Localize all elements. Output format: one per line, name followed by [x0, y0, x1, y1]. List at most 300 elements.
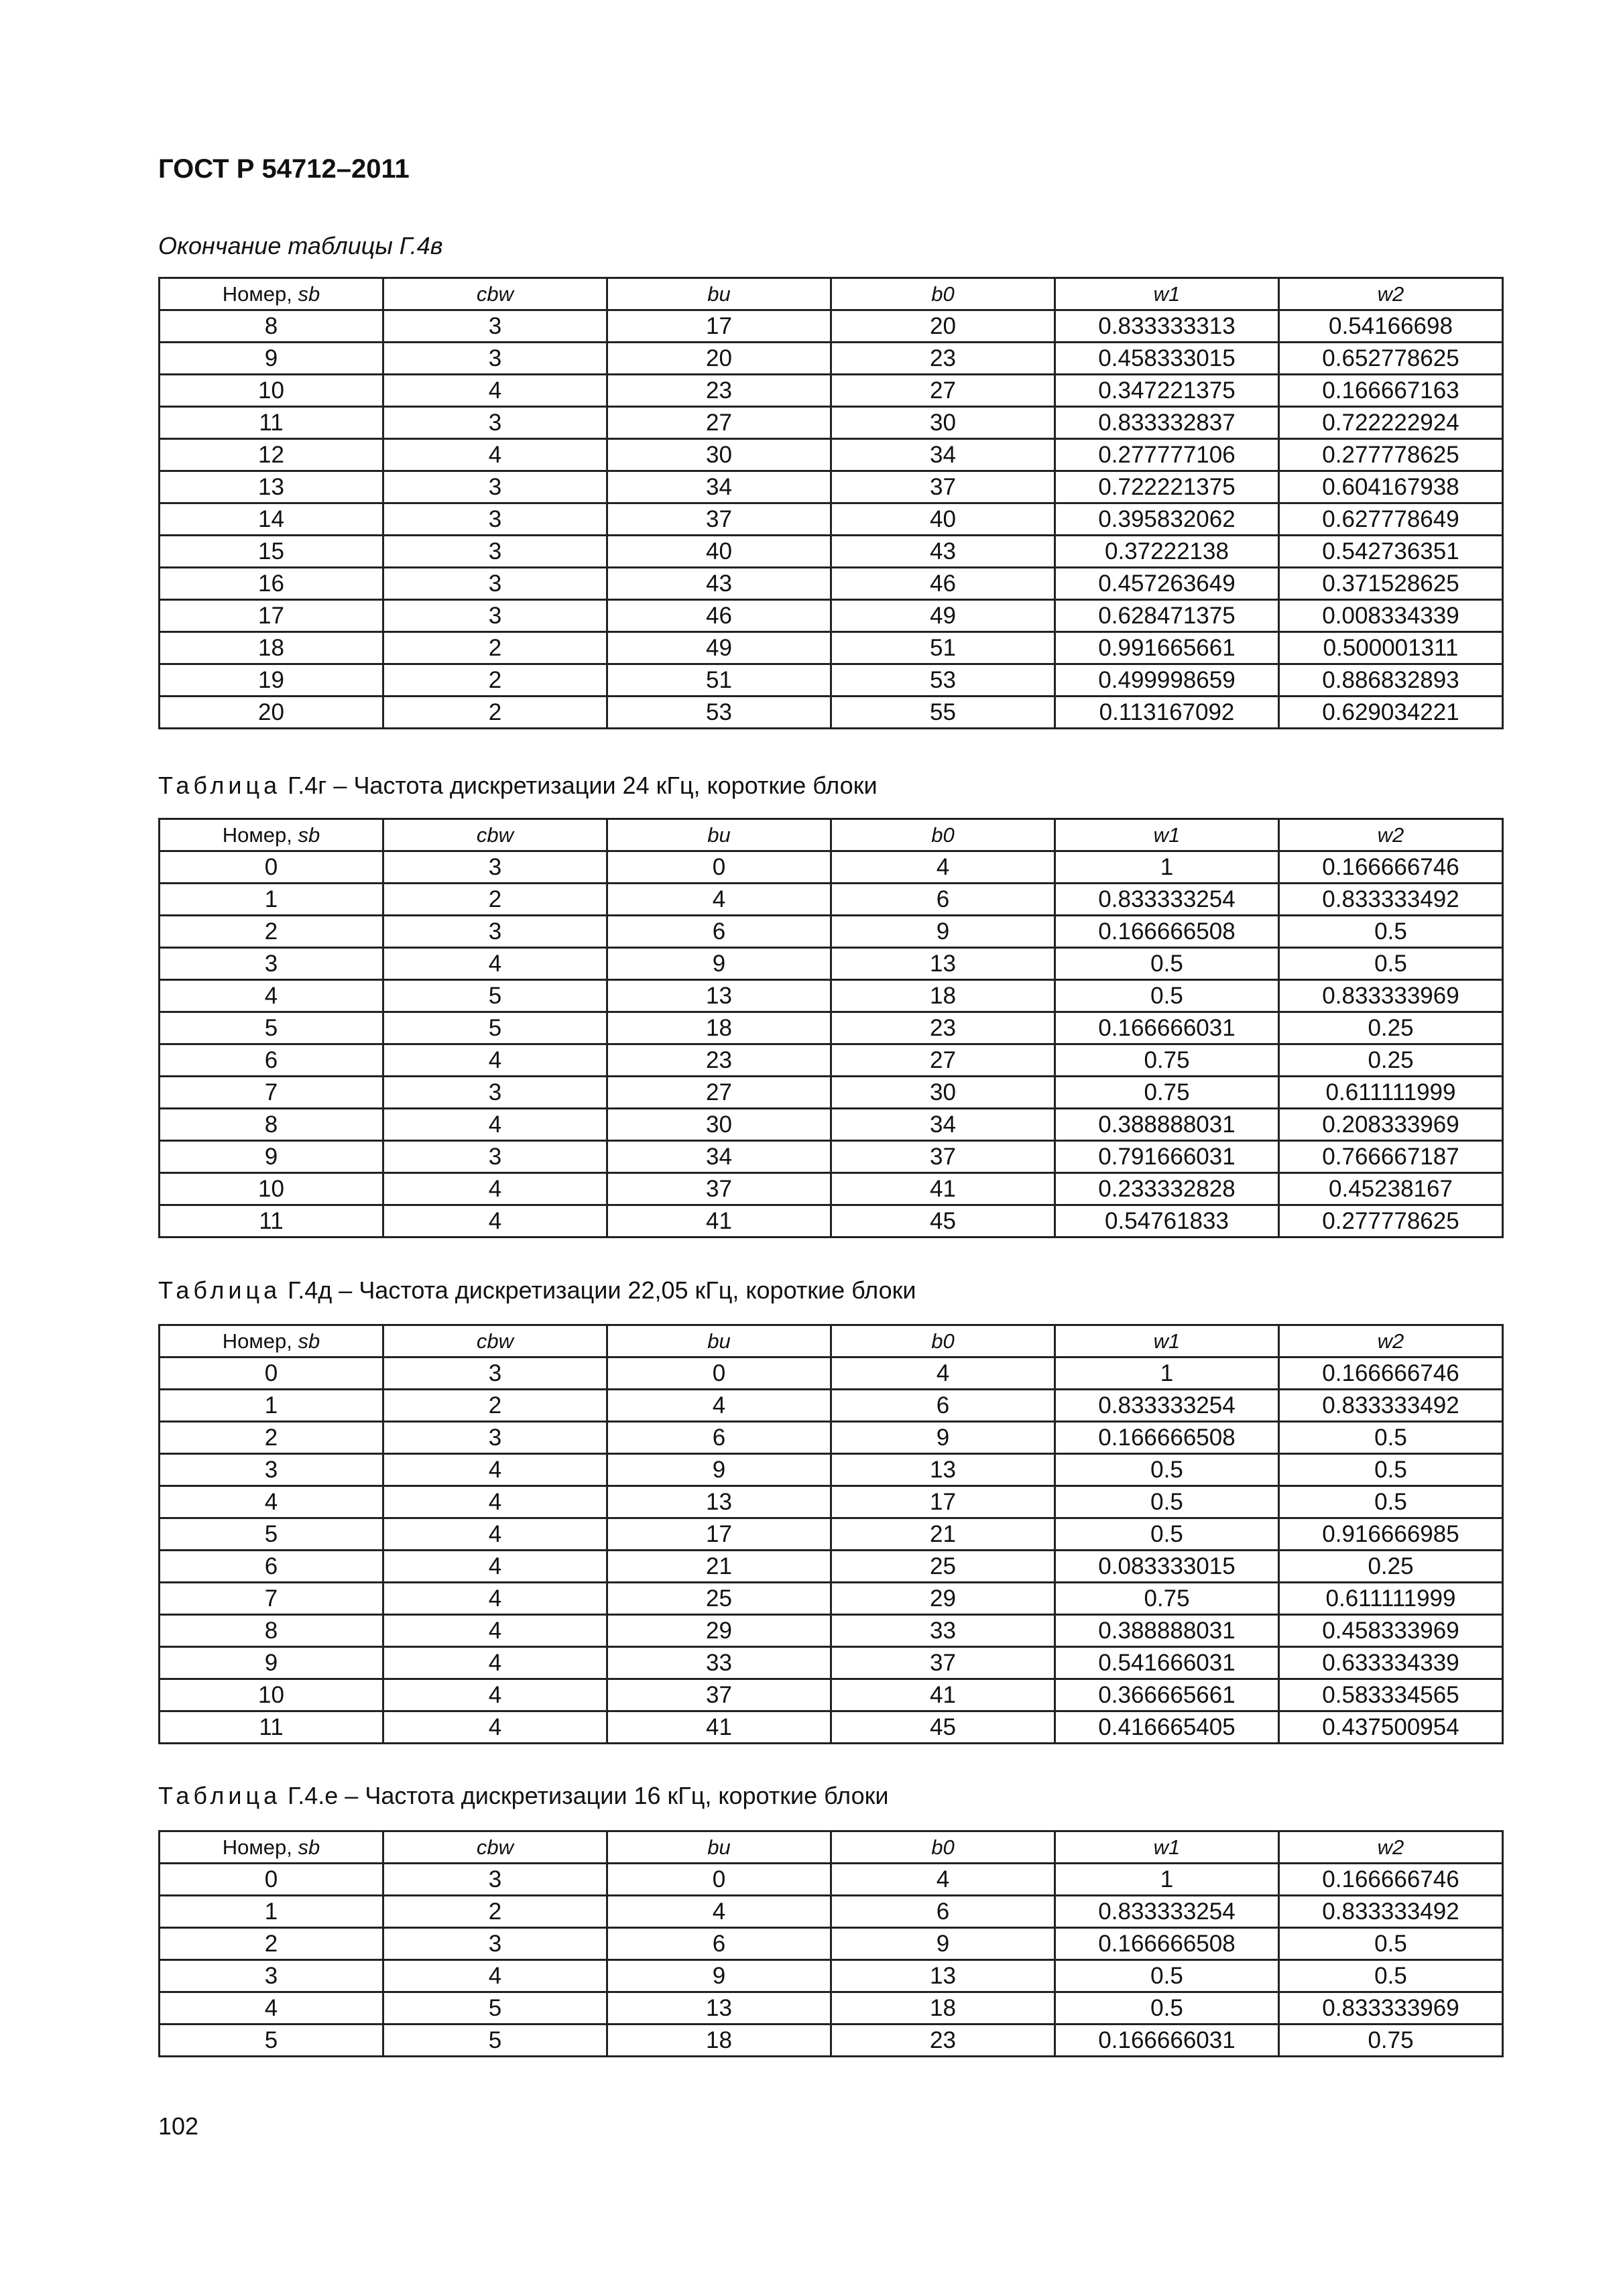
table-cell: 13: [607, 1992, 831, 2025]
table-cell: 0.604167938: [1279, 471, 1503, 503]
table-cell: 0.75: [1055, 1077, 1279, 1109]
column-header-symbol: cbw: [476, 823, 514, 847]
table-cell: 30: [831, 407, 1055, 439]
table-cell: 0.5: [1279, 916, 1503, 948]
table-cell: 17: [831, 1486, 1055, 1518]
table-cell: 0.916666985: [1279, 1518, 1503, 1551]
table-row: [160, 1960, 1503, 1992]
table-cell: 16: [160, 568, 383, 600]
table-cell: 3: [383, 916, 607, 948]
table-cell: 10: [160, 1173, 383, 1205]
column-header: [1055, 819, 1279, 851]
table-cell: 9: [607, 1960, 831, 1992]
column-header: [160, 819, 383, 851]
table-cell: 8: [160, 310, 383, 343]
table-cell: 8: [160, 1615, 383, 1647]
table-cell: 6: [160, 1044, 383, 1077]
column-header-symbol: w1: [1153, 1835, 1181, 1859]
column-header-text: Номер,: [222, 823, 298, 847]
table-cell: 3: [383, 851, 607, 884]
table-cell: 0.458333969: [1279, 1615, 1503, 1647]
table-cell: 41: [607, 1205, 831, 1237]
table-cell: 13: [831, 948, 1055, 980]
caption-text: Г.4д – Частота дискретизации 22,05 кГц, короткие блоки: [281, 1276, 916, 1304]
table-cell: 3: [383, 1864, 607, 1896]
table-cell: 18: [607, 1012, 831, 1044]
caption-text: Г.4г – Частота дискретизации 24 кГц, короткие блоки: [281, 772, 878, 799]
column-header-symbol: w2: [1377, 1835, 1404, 1859]
table-row: [160, 600, 1503, 632]
table-cell: 46: [831, 568, 1055, 600]
table-cell: 0.991665661: [1055, 632, 1279, 664]
table-cell: 10: [160, 1679, 383, 1711]
table-cell: 29: [831, 1583, 1055, 1615]
table-cell: 6: [831, 884, 1055, 916]
table-cell: 0.611111999: [1279, 1583, 1503, 1615]
table-cell: 4: [383, 375, 607, 407]
table-cell: 0.37222138: [1055, 536, 1279, 568]
table-cell: 40: [607, 536, 831, 568]
table-cell: 0.166666508: [1055, 916, 1279, 948]
table-cell: 0.833333492: [1279, 1896, 1503, 1928]
table-cell: 0.5: [1279, 1422, 1503, 1454]
table-cell: 4: [383, 1711, 607, 1744]
table-cell: 18: [160, 632, 383, 664]
table-cell: 4: [607, 1390, 831, 1422]
table-cell: 5: [383, 1992, 607, 2025]
table-cell: 34: [831, 1109, 1055, 1141]
table-cell: 9: [831, 1422, 1055, 1454]
table-row: [160, 1647, 1503, 1679]
table-cell: 0.833333492: [1279, 1390, 1503, 1422]
table-cell: 45: [831, 1205, 1055, 1237]
table-cell: 3: [383, 1422, 607, 1454]
table-cell: 0.722221375: [1055, 471, 1279, 503]
table-g4v-continuation: [158, 277, 1504, 729]
table-cell: 0.437500954: [1279, 1711, 1503, 1744]
table-cell: 0.166666508: [1055, 1422, 1279, 1454]
table-row: [160, 568, 1503, 600]
table-cell: 1: [1055, 1864, 1279, 1896]
table-cell: 11: [160, 407, 383, 439]
table-cell: 9: [607, 948, 831, 980]
table-cell: 4: [383, 1960, 607, 1992]
table-cell: 2: [383, 664, 607, 697]
table-cell: 6: [607, 916, 831, 948]
table-cell: 0.25: [1279, 1012, 1503, 1044]
table-cell: 2: [383, 632, 607, 664]
table-cell: 3: [383, 1077, 607, 1109]
table-cell: 0.277778625: [1279, 439, 1503, 471]
table-cell: 4: [831, 1864, 1055, 1896]
table-row: [160, 536, 1503, 568]
table-cell: 41: [831, 1173, 1055, 1205]
table-row: [160, 375, 1503, 407]
table-cell: 5: [383, 1012, 607, 1044]
column-header: [1279, 1325, 1503, 1357]
table-cell: 0.5: [1279, 1486, 1503, 1518]
column-header-text: Номер,: [222, 1329, 298, 1353]
table-cell: 23: [831, 343, 1055, 375]
table-cell: 29: [607, 1615, 831, 1647]
table-cell: 55: [831, 697, 1055, 729]
column-header: [160, 1325, 383, 1357]
table-cell: 0.25: [1279, 1551, 1503, 1583]
table-cell: 0.75: [1055, 1583, 1279, 1615]
table-cell: 33: [607, 1647, 831, 1679]
table-cell: 6: [831, 1896, 1055, 1928]
table-g4e: [158, 1830, 1504, 2057]
column-header: [607, 278, 831, 310]
table-cell: 0.611111999: [1279, 1077, 1503, 1109]
table-cell: 37: [831, 1647, 1055, 1679]
column-header: [160, 278, 383, 310]
table-row: [160, 407, 1503, 439]
table-cell: 23: [831, 1012, 1055, 1044]
table-cell: 4: [607, 884, 831, 916]
table-cell: 3: [160, 948, 383, 980]
column-header: [1279, 1831, 1503, 1864]
table-cell: 2: [383, 1390, 607, 1422]
table-cell: 4: [383, 1679, 607, 1711]
table-cell: 20: [831, 310, 1055, 343]
column-header-symbol: bu: [707, 1329, 731, 1353]
table-cell: 51: [831, 632, 1055, 664]
table-cell: 12: [160, 439, 383, 471]
caption-lead: Таблица: [158, 1276, 282, 1304]
table-cell: 6: [831, 1390, 1055, 1422]
table-row: [160, 916, 1503, 948]
table-cell: 4: [160, 1486, 383, 1518]
table-cell: 9: [607, 1454, 831, 1486]
table-cell: 5: [383, 2025, 607, 2057]
table-cell: 0.166667163: [1279, 375, 1503, 407]
table-row: [160, 1896, 1503, 1928]
table-row: [160, 2025, 1503, 2057]
column-header-symbol: w1: [1153, 823, 1181, 847]
table-row: [160, 1583, 1503, 1615]
table-cell: 6: [160, 1551, 383, 1583]
column-header: [831, 1325, 1055, 1357]
table-cell: 0: [607, 851, 831, 884]
table-cell: 0: [607, 1357, 831, 1390]
table-row: [160, 1928, 1503, 1960]
table-row: [160, 948, 1503, 980]
table-cell: 13: [831, 1960, 1055, 1992]
table-row: [160, 1390, 1503, 1422]
table-g4d-caption: [158, 1276, 916, 1305]
table-cell: 4: [383, 1109, 607, 1141]
table-cell: 7: [160, 1077, 383, 1109]
table-g4g-caption: [158, 771, 878, 800]
table-cell: 0.166666508: [1055, 1928, 1279, 1960]
table-cell: 27: [607, 1077, 831, 1109]
table-cell: 6: [607, 1422, 831, 1454]
table-cell: 0.833333969: [1279, 1992, 1503, 2025]
column-header: [607, 1831, 831, 1864]
table-cell: 0.766667187: [1279, 1141, 1503, 1173]
table-cell: 0.54166698: [1279, 310, 1503, 343]
column-header: [607, 1325, 831, 1357]
column-header: [831, 278, 1055, 310]
table-cell: 43: [607, 568, 831, 600]
column-header: [1279, 819, 1503, 851]
table-cell: 0.5: [1279, 1454, 1503, 1486]
table-cell: 27: [831, 1044, 1055, 1077]
table-cell: 2: [160, 1928, 383, 1960]
table-cell: 9: [160, 343, 383, 375]
table-cell: 0.542736351: [1279, 536, 1503, 568]
table-row: [160, 1012, 1503, 1044]
table-row: [160, 1711, 1503, 1744]
table-cell: 18: [607, 2025, 831, 2057]
table-cell: 3: [383, 536, 607, 568]
table-cell: 4: [383, 1583, 607, 1615]
table-cell: 53: [831, 664, 1055, 697]
table-row: [160, 632, 1503, 664]
table-cell: 5: [160, 1518, 383, 1551]
column-header-symbol: cbw: [476, 1835, 514, 1859]
table-row: [160, 1357, 1503, 1390]
table-cell: 0: [160, 1357, 383, 1390]
table-cell: 43: [831, 536, 1055, 568]
table-cell: 3: [383, 343, 607, 375]
table-cell: 4: [160, 980, 383, 1012]
column-header: [383, 1831, 607, 1864]
column-header: [160, 1831, 383, 1864]
table-cell: 5: [160, 1012, 383, 1044]
table-cell: 0.5: [1055, 1518, 1279, 1551]
table-row: [160, 851, 1503, 884]
table-cell: 0: [160, 1864, 383, 1896]
table-cell: 0.75: [1055, 1044, 1279, 1077]
table-cell: 0.500001311: [1279, 632, 1503, 664]
table-cell: 3: [383, 1141, 607, 1173]
table-cell: 23: [831, 2025, 1055, 2057]
table-cell: 0.833332837: [1055, 407, 1279, 439]
table-cell: 37: [831, 1141, 1055, 1173]
table-cell: 0.633334339: [1279, 1647, 1503, 1679]
table-cell: 1: [1055, 1357, 1279, 1390]
column-header-symbol: cbw: [476, 1329, 514, 1353]
table-cell: 13: [607, 980, 831, 1012]
table-cell: 10: [160, 375, 383, 407]
column-header: [831, 819, 1055, 851]
table-cell: 0.833333254: [1055, 884, 1279, 916]
table-cell: 4: [383, 948, 607, 980]
table-row: [160, 1615, 1503, 1647]
table-row: [160, 1422, 1503, 1454]
table-row: [160, 471, 1503, 503]
column-header-symbol: b0: [931, 282, 955, 306]
table-cell: 2: [383, 697, 607, 729]
table-cell: 2: [383, 1896, 607, 1928]
table-cell: 4: [383, 439, 607, 471]
table-cell: 0.722222924: [1279, 407, 1503, 439]
column-header-symbol: w2: [1377, 823, 1404, 847]
table-cell: 0.583334565: [1279, 1679, 1503, 1711]
table-cell: 0.233332828: [1055, 1173, 1279, 1205]
table-cell: 0.5: [1055, 980, 1279, 1012]
table-cell: 4: [607, 1896, 831, 1928]
column-header: [607, 819, 831, 851]
table-row: [160, 1518, 1503, 1551]
table-row: [160, 1454, 1503, 1486]
table-row: [160, 503, 1503, 536]
caption-lead: Таблица: [158, 772, 282, 799]
table-cell: 18: [831, 980, 1055, 1012]
table-row: [160, 884, 1503, 916]
table-cell: 0.499998659: [1055, 664, 1279, 697]
table-cell: 0.388888031: [1055, 1109, 1279, 1141]
table-cell: 41: [831, 1679, 1055, 1711]
table-row: [160, 1109, 1503, 1141]
table-cell: 3: [383, 471, 607, 503]
column-header: [383, 278, 607, 310]
table-cell: 0.5: [1279, 1960, 1503, 1992]
table-cell: 0: [160, 851, 383, 884]
table-cell: 18: [831, 1992, 1055, 2025]
table-cell: 4: [383, 1647, 607, 1679]
table-cell: 41: [607, 1711, 831, 1744]
table-cell: 19: [160, 664, 383, 697]
column-header-symbol: b0: [931, 1329, 955, 1353]
table-cell: 8: [160, 1109, 383, 1141]
column-header-symbol: w2: [1377, 282, 1404, 306]
table-cell: 17: [607, 1518, 831, 1551]
table-cell: 4: [383, 1044, 607, 1077]
table-cell: 17: [160, 600, 383, 632]
table-cell: 3: [383, 568, 607, 600]
table-cell: 3: [160, 1454, 383, 1486]
table-cell: 27: [831, 375, 1055, 407]
table-row: [160, 343, 1503, 375]
table-cell: 1: [160, 1390, 383, 1422]
page-number: 102: [158, 2112, 199, 2140]
table-row: [160, 664, 1503, 697]
table-row: [160, 1077, 1503, 1109]
table-cell: 4: [383, 1551, 607, 1583]
table-row: [160, 1486, 1503, 1518]
column-header: [1055, 1325, 1279, 1357]
column-header-symbol: cbw: [476, 282, 514, 306]
table-cell: 2: [160, 916, 383, 948]
table-cell: 0.791666031: [1055, 1141, 1279, 1173]
table-cell: 9: [160, 1141, 383, 1173]
table-cell: 0.5: [1055, 948, 1279, 980]
table-cell: 49: [607, 632, 831, 664]
table-header-row: [160, 1325, 1503, 1357]
table-cell: 5: [160, 2025, 383, 2057]
table-cell: 0.5: [1279, 1928, 1503, 1960]
table-cell: 30: [607, 439, 831, 471]
table-cell: 6: [607, 1928, 831, 1960]
table-cell: 20: [160, 697, 383, 729]
document-id: ГОСТ Р 54712–2011: [158, 154, 410, 184]
table-cell: 25: [607, 1583, 831, 1615]
table-cell: 13: [160, 471, 383, 503]
table-cell: 0.75: [1279, 2025, 1503, 2057]
table-cell: 0.458333015: [1055, 343, 1279, 375]
table-cell: 0.629034221: [1279, 697, 1503, 729]
table-cell: 0.008334339: [1279, 600, 1503, 632]
table-cell: 0.886832893: [1279, 664, 1503, 697]
table-cell: 51: [607, 664, 831, 697]
table-cell: 7: [160, 1583, 383, 1615]
table-cell: 0.5: [1279, 948, 1503, 980]
table-cell: 0.652778625: [1279, 343, 1503, 375]
table-cell: 1: [1055, 851, 1279, 884]
table-cell: 0.5: [1055, 1486, 1279, 1518]
table-cell: 0.5: [1055, 1454, 1279, 1486]
column-header-symbol: sb: [298, 282, 320, 306]
table-cell: 0.45238167: [1279, 1173, 1503, 1205]
table-cell: 3: [383, 1357, 607, 1390]
table-cell: 0.277778625: [1279, 1205, 1503, 1237]
column-header-symbol: sb: [298, 1835, 320, 1859]
table-cell: 34: [831, 439, 1055, 471]
table-cell: 49: [831, 600, 1055, 632]
column-header-symbol: bu: [707, 1835, 731, 1859]
table-cell: 0.371528625: [1279, 568, 1503, 600]
table-cell: 11: [160, 1711, 383, 1744]
table-cell: 0.277777106: [1055, 439, 1279, 471]
table-cell: 4: [383, 1205, 607, 1237]
table-cell: 21: [831, 1518, 1055, 1551]
table-cell: 1: [160, 1896, 383, 1928]
table-cell: 0.541666031: [1055, 1647, 1279, 1679]
table-row: [160, 439, 1503, 471]
column-header: [1055, 1831, 1279, 1864]
table-cell: 2: [160, 1422, 383, 1454]
table-cell: 37: [607, 503, 831, 536]
table-cell: 53: [607, 697, 831, 729]
column-header: [383, 819, 607, 851]
table-cell: 0.627778649: [1279, 503, 1503, 536]
table-cell: 0.833333254: [1055, 1390, 1279, 1422]
table-cell: 13: [831, 1454, 1055, 1486]
table-cell: 0.166666031: [1055, 1012, 1279, 1044]
table-cell: 15: [160, 536, 383, 568]
table-cell: 45: [831, 1711, 1055, 1744]
table-cell: 33: [831, 1615, 1055, 1647]
table-header-row: [160, 819, 1503, 851]
table-cell: 20: [607, 343, 831, 375]
column-header-symbol: b0: [931, 823, 955, 847]
column-header-symbol: sb: [298, 1329, 320, 1353]
table-cell: 5: [383, 980, 607, 1012]
table-row: [160, 1141, 1503, 1173]
table-cell: 23: [607, 375, 831, 407]
table-cell: 0.208333969: [1279, 1109, 1503, 1141]
table-row: [160, 1205, 1503, 1237]
table-cell: 9: [831, 1928, 1055, 1960]
table-cell: 0.833333492: [1279, 884, 1503, 916]
table-cell: 4: [831, 1357, 1055, 1390]
table-cell: 21: [607, 1551, 831, 1583]
table-cell: 14: [160, 503, 383, 536]
table-cell: 0.628471375: [1055, 600, 1279, 632]
column-header: [1055, 278, 1279, 310]
column-header-symbol: bu: [707, 282, 731, 306]
table-cell: 3: [160, 1960, 383, 1992]
column-header-symbol: bu: [707, 823, 731, 847]
table-cell: 0.5: [1055, 1992, 1279, 2025]
table-cell: 30: [831, 1077, 1055, 1109]
table-g4g: [158, 818, 1504, 1238]
table-cell: 0.113167092: [1055, 697, 1279, 729]
column-header-symbol: w2: [1377, 1329, 1404, 1353]
